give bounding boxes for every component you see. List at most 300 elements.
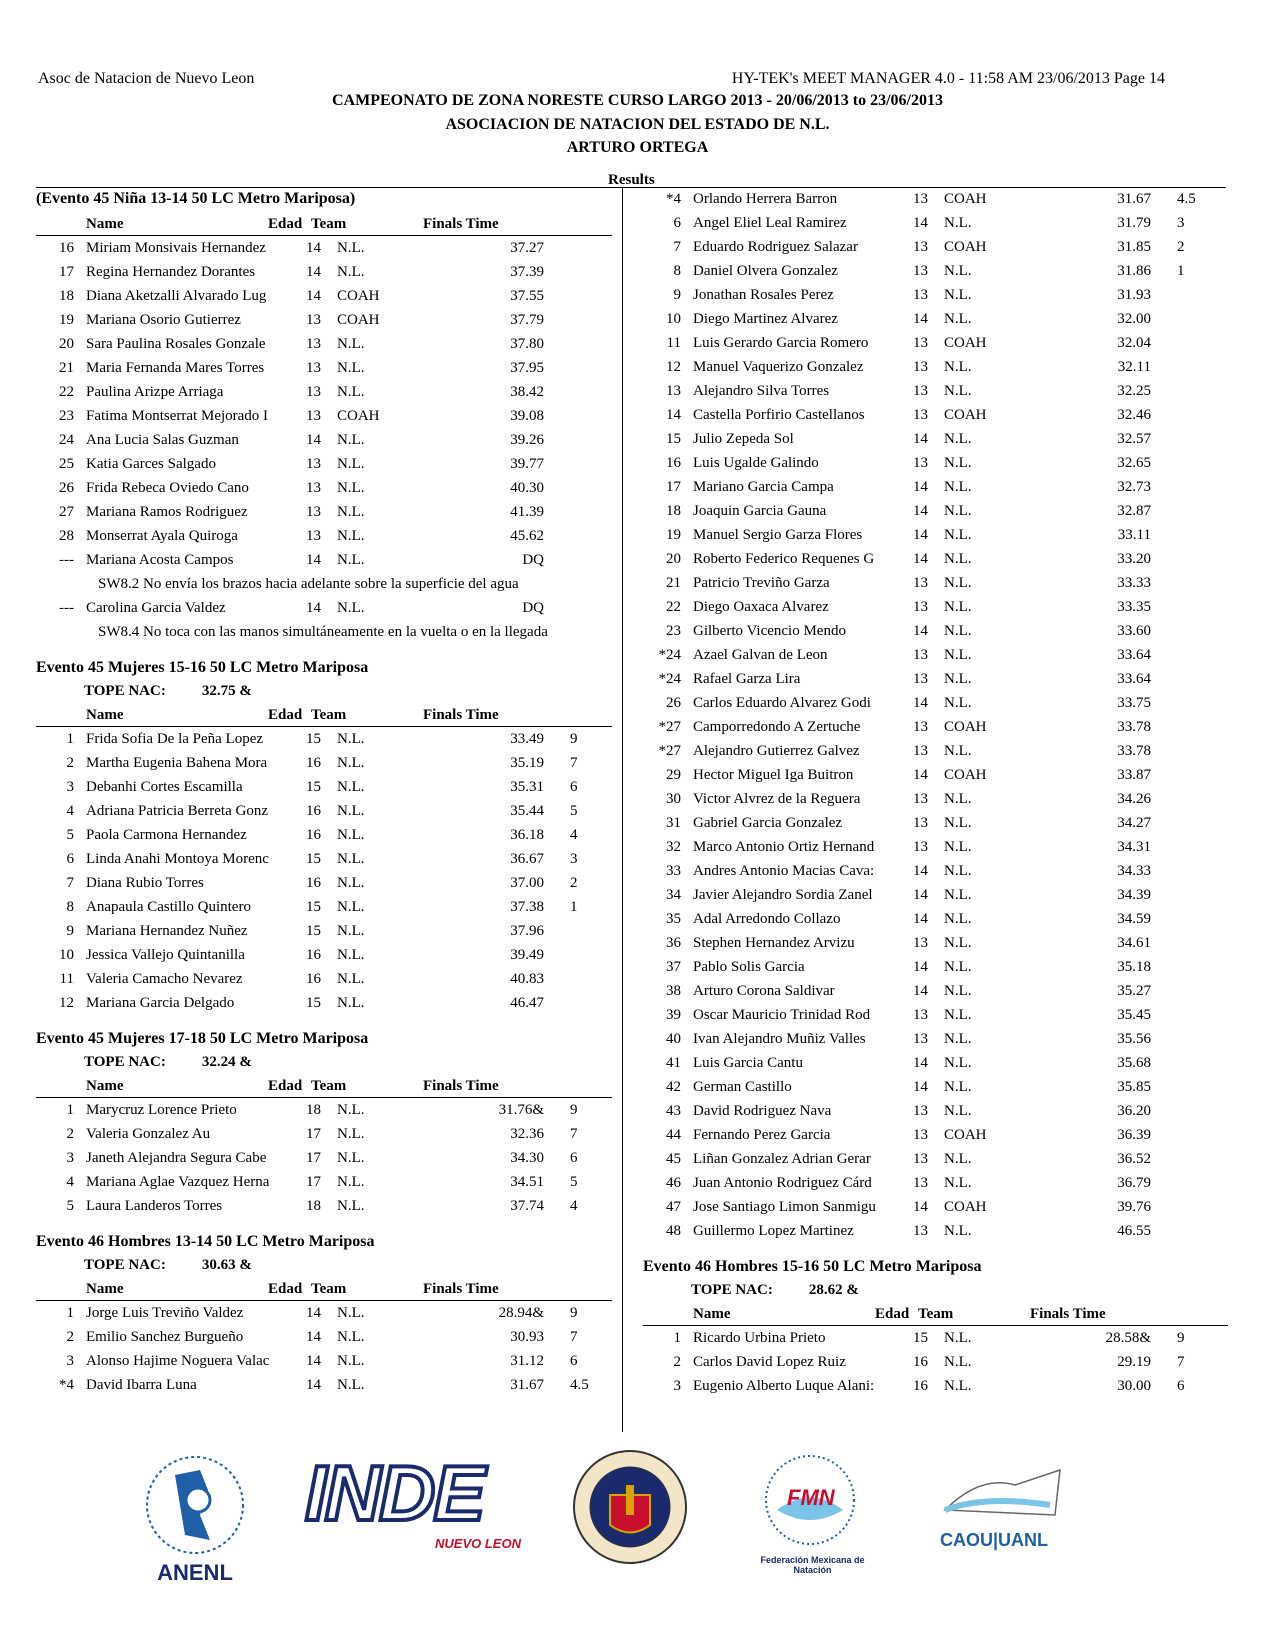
finals-time: 33.33: [1117, 575, 1151, 591]
place: 42: [666, 1079, 681, 1095]
place: 7: [66, 875, 74, 891]
swimmer-name: Paulina Arizpe Arriaga: [86, 384, 224, 400]
place: 8: [66, 899, 74, 915]
table-row: [643, 1219, 1228, 1243]
table-row: [643, 667, 1228, 691]
points: 1: [1177, 263, 1185, 279]
place: 43: [666, 1103, 681, 1119]
age: 13: [306, 528, 321, 544]
table-row: [36, 428, 612, 452]
swimmer-name: Oscar Mauricio Trinidad Rod: [693, 1007, 871, 1023]
table-row: [643, 763, 1228, 787]
age: 13: [913, 1007, 928, 1023]
team: N.L.: [944, 599, 972, 615]
swimmer-name: Fatima Montserrat Mejorado I: [86, 408, 269, 424]
age: 13: [913, 407, 928, 423]
team: N.L.: [337, 552, 365, 568]
team: N.L.: [944, 791, 972, 807]
swimmer-name: Ivan Alejandro Muñiz Valles: [693, 1031, 866, 1047]
team: N.L.: [944, 1079, 972, 1095]
table-row: [36, 919, 612, 943]
swimmer-name: Gilberto Vicencio Mendo: [693, 623, 846, 639]
finals-time: 32.36: [510, 1126, 544, 1142]
team: N.L.: [337, 947, 365, 963]
place: 28: [59, 528, 74, 544]
age: 13: [913, 359, 928, 375]
team: N.L.: [337, 731, 365, 747]
swimmer-name: Carlos Eduardo Alvarez Godi: [693, 695, 871, 711]
anenl-logo: [130, 1445, 260, 1585]
place: 38: [666, 983, 681, 999]
dq-note: SW8.4 No toca con las manos simultáneamente en la vuelta o en la llegada: [98, 624, 548, 640]
finals-time: 35.18: [1117, 959, 1151, 975]
team: N.L.: [337, 1102, 365, 1118]
table-row: [643, 979, 1228, 1003]
finals-time: 37.95: [510, 360, 544, 376]
points: 7: [570, 1126, 578, 1142]
place: 41: [666, 1055, 681, 1071]
place: 10: [666, 311, 681, 327]
age: 14: [913, 1199, 928, 1215]
team: N.L.: [337, 336, 365, 352]
table-row: [36, 751, 612, 775]
place: 39: [666, 1007, 681, 1023]
table-row: [36, 500, 612, 524]
finals-time: 40.83: [510, 971, 544, 987]
team: COAH: [944, 335, 987, 351]
finals-time: 34.51: [510, 1174, 544, 1190]
age: 14: [913, 215, 928, 231]
team: N.L.: [337, 1174, 365, 1190]
age: 13: [913, 263, 928, 279]
place: 11: [59, 971, 74, 987]
points: 5: [570, 1174, 578, 1190]
finals-time: 34.59: [1117, 911, 1151, 927]
age: 15: [306, 923, 321, 939]
result-list: [36, 236, 612, 548]
event-title: Evento 45 Mujeres 17-18 50 LC Metro Mariposa: [36, 1030, 369, 1047]
age: 13: [306, 336, 321, 352]
finals-time: 33.78: [1117, 719, 1151, 735]
association-title: ASOCIACION DE NATACION DEL ESTADO DE N.L.: [445, 116, 830, 133]
table-row: [36, 524, 612, 548]
fmn-caption: Federación Mexicana de Natación: [760, 1555, 865, 1575]
age: 13: [913, 455, 928, 471]
tope-value: 32.24 &: [201, 1054, 252, 1070]
swimmer-name: Mariana Osorio Gutierrez: [86, 312, 241, 328]
team: COAH: [944, 1199, 987, 1215]
swimmer-name: Emilio Sanchez Burgueño: [86, 1329, 244, 1345]
place: 36: [666, 935, 681, 951]
tope-label: TOPE NAC:: [84, 683, 166, 699]
place: 23: [666, 623, 681, 639]
place: 26: [666, 695, 681, 711]
col-age: Edad: [268, 1281, 303, 1297]
table-row: [36, 260, 612, 284]
age: 13: [913, 1103, 928, 1119]
age: 15: [306, 899, 321, 915]
swimmer-name: Angel Eliel Leal Ramirez: [693, 215, 847, 231]
column-header: [36, 702, 612, 727]
finals-time: 31.86: [1117, 263, 1151, 279]
anenl-text: ANENL: [157, 1560, 233, 1585]
place: 1: [66, 731, 74, 747]
finals-time: 32.04: [1117, 335, 1151, 351]
finals-time: 39.26: [510, 432, 544, 448]
swimmer-name: Mariana Acosta Campos: [86, 552, 234, 568]
finals-time: 41.39: [510, 504, 544, 520]
finals-time: 33.75: [1117, 695, 1151, 711]
table-row: [36, 284, 612, 308]
place: 17: [666, 479, 681, 495]
col-name: Name: [86, 216, 124, 232]
place: 23: [59, 408, 74, 424]
swimmer-name: Diana Rubio Torres: [86, 875, 204, 891]
finals-time: 30.93: [510, 1329, 544, 1345]
finals-time: 35.19: [510, 755, 544, 771]
points: 4.5: [1177, 191, 1196, 207]
team: N.L.: [944, 935, 972, 951]
table-row: [36, 871, 612, 895]
finals-time: 32.00: [1117, 311, 1151, 327]
col-age: Edad: [268, 707, 303, 723]
swimmer-name: Daniel Olvera Gonzalez: [693, 263, 838, 279]
table-row: [643, 403, 1228, 427]
place: 16: [666, 455, 681, 471]
place: 1: [66, 1305, 74, 1321]
team: N.L.: [944, 839, 972, 855]
points: 6: [570, 1353, 578, 1369]
age: 16: [306, 827, 321, 843]
team: COAH: [337, 312, 380, 328]
place: 12: [666, 359, 681, 375]
table-row: [643, 955, 1228, 979]
finals-time: 29.19: [1117, 1354, 1151, 1370]
place: 14: [666, 407, 681, 423]
team: N.L.: [337, 360, 365, 376]
place: 26: [59, 480, 74, 496]
meet-title: CAMPEONATO DE ZONA NORESTE CURSO LARGO 2013 - 20/06/2013 to 23/06/2013: [331, 92, 943, 109]
finals-time: 37.55: [510, 288, 544, 304]
age: 14: [306, 264, 321, 280]
table-row: [36, 775, 612, 799]
finals-time: 37.00: [510, 875, 544, 891]
place: 45: [666, 1151, 681, 1167]
finals-time: 34.30: [510, 1150, 544, 1166]
table-row: [36, 847, 612, 871]
age: 16: [913, 1354, 928, 1370]
place: 7: [673, 239, 681, 255]
finals-time: 34.61: [1117, 935, 1151, 951]
age: 14: [306, 1377, 321, 1393]
swimmer-name: Juan Antonio Rodriguez Cárd: [693, 1175, 872, 1191]
finals-time: 40.30: [510, 480, 544, 496]
swimmer-name: Janeth Alejandra Segura Cabe: [86, 1150, 267, 1166]
place: *24: [658, 671, 681, 687]
finals-time: 33.64: [1117, 671, 1151, 687]
team: N.L.: [944, 1223, 972, 1239]
place: 6: [66, 851, 74, 867]
team: N.L.: [944, 671, 972, 687]
place: 2: [66, 1126, 74, 1142]
finals-time: 35.31: [510, 779, 544, 795]
col-time: Finals Time: [423, 707, 499, 723]
table-row: [643, 835, 1228, 859]
swimmer-name: Gabriel Garcia Gonzalez: [693, 815, 843, 831]
swimmer-name: Carlos David Lopez Ruiz: [693, 1354, 846, 1370]
table-row: [36, 356, 612, 380]
age: 14: [306, 432, 321, 448]
team: N.L.: [944, 1031, 972, 1047]
team: N.L.: [944, 815, 972, 831]
col-age: Edad: [268, 1078, 303, 1094]
age: 15: [306, 995, 321, 1011]
swimmer-name: Maria Fernanda Mares Torres: [86, 360, 265, 376]
age: 18: [306, 1102, 321, 1118]
finals-time: 33.64: [1117, 647, 1151, 663]
place: 5: [66, 1198, 74, 1214]
points: 9: [570, 1305, 578, 1321]
place: *4: [666, 191, 681, 207]
finals-time: 28.94&: [498, 1305, 544, 1321]
inde-subtitle: NUEVO LEON: [435, 1536, 521, 1551]
place: 48: [666, 1223, 681, 1239]
finals-time: 31.67: [1117, 191, 1151, 207]
age: 13: [306, 504, 321, 520]
team: N.L.: [337, 1198, 365, 1214]
points: 9: [1177, 1330, 1185, 1346]
team: N.L.: [337, 456, 365, 472]
age: 13: [913, 743, 928, 759]
age: 13: [913, 791, 928, 807]
table-row: [643, 235, 1228, 259]
points: 7: [1177, 1354, 1185, 1370]
age: 14: [306, 240, 321, 256]
place: 4: [66, 803, 74, 819]
swimmer-name: Julio Zepeda Sol: [693, 431, 794, 447]
place: 21: [59, 360, 74, 376]
team: N.L.: [337, 923, 365, 939]
result-list: [643, 1326, 1228, 1398]
swimmer-name: Luis Gerardo Garcia Romero: [693, 335, 869, 351]
finals-time: 33.11: [1117, 527, 1151, 543]
event-title: Evento 45 Mujeres 15-16 50 LC Metro Mariposa: [36, 659, 369, 676]
col-team: Team: [311, 216, 347, 232]
age: 13: [913, 1151, 928, 1167]
col-age: Edad: [875, 1306, 910, 1322]
swimmer-name: Mariana Aglae Vazquez Herna: [86, 1174, 270, 1190]
place: 22: [666, 599, 681, 615]
column-header: [36, 211, 612, 236]
team: N.L.: [944, 695, 972, 711]
finals-time: 33.35: [1117, 599, 1151, 615]
team: N.L.: [944, 911, 972, 927]
place: ---: [59, 600, 74, 616]
age: 14: [306, 600, 321, 616]
age: 13: [306, 384, 321, 400]
finals-time: 35.85: [1117, 1079, 1151, 1095]
table-row: [643, 1099, 1228, 1123]
finals-time: 36.20: [1117, 1103, 1151, 1119]
col-name: Name: [86, 707, 124, 723]
team: N.L.: [944, 479, 972, 495]
age: 14: [913, 479, 928, 495]
finals-time: 34.26: [1117, 791, 1151, 807]
place: 3: [66, 1353, 74, 1369]
points: 3: [570, 851, 578, 867]
finals-time: 37.80: [510, 336, 544, 352]
finals-time: 45.62: [510, 528, 544, 544]
table-row: [643, 1350, 1228, 1374]
swimmer-name: Alejandro Gutierrez Galvez: [693, 743, 860, 759]
inde-text: INDE: [305, 1449, 484, 1537]
finals-time: 38.42: [510, 384, 544, 400]
table-row: [643, 907, 1228, 931]
team: N.L.: [944, 527, 972, 543]
place: 1: [673, 1330, 681, 1346]
venue-title: ARTURO ORTEGA: [566, 139, 709, 156]
table-row: [643, 1123, 1228, 1147]
results-label: Results: [608, 172, 655, 188]
place: 9: [673, 287, 681, 303]
col-team: Team: [311, 1078, 347, 1094]
table-row: [36, 548, 612, 572]
team: N.L.: [944, 623, 972, 639]
age: 13: [913, 1127, 928, 1143]
team: N.L.: [337, 803, 365, 819]
table-row: [36, 1194, 612, 1218]
place: ---: [59, 552, 74, 568]
table-row: [643, 259, 1228, 283]
age: 14: [913, 959, 928, 975]
fmn-logo: [745, 1450, 880, 1580]
table-row: [643, 1003, 1228, 1027]
points: 4.5: [570, 1377, 589, 1393]
swimmer-name: Ricardo Urbina Prieto: [693, 1330, 826, 1346]
team: N.L.: [944, 959, 972, 975]
uanl-logo: [570, 1445, 690, 1570]
age: 13: [306, 456, 321, 472]
team: N.L.: [337, 1329, 365, 1345]
place: 2: [673, 1354, 681, 1370]
table-row: [643, 1326, 1228, 1350]
swimmer-name: Sara Paulina Rosales Gonzale: [86, 336, 266, 352]
age: 14: [913, 863, 928, 879]
table-row: [36, 1301, 612, 1325]
column-divider: [622, 187, 623, 1432]
col-name: Name: [86, 1281, 124, 1297]
place: 16: [59, 240, 74, 256]
dq-note: SW8.2 No envía los brazos hacia adelante sobre la superficie del agua: [98, 576, 519, 592]
age: 13: [913, 383, 928, 399]
team: COAH: [944, 191, 987, 207]
col-name: Name: [693, 1306, 731, 1322]
swimmer-name: Adal Arredondo Collazo: [693, 911, 841, 927]
age: 17: [306, 1174, 321, 1190]
place: 15: [666, 431, 681, 447]
swimmer-name: Joaquin Garcia Gauna: [693, 503, 827, 519]
finals-time: 34.27: [1117, 815, 1151, 831]
age: 14: [913, 1079, 928, 1095]
points: 9: [570, 1102, 578, 1118]
table-row: [643, 1195, 1228, 1219]
swimmer-name: Linda Anahi Montoya Morenc: [86, 851, 269, 867]
swimmer-name: Eduardo Rodriguez Salazar: [693, 239, 858, 255]
team: N.L.: [337, 1126, 365, 1142]
finals-time: 33.20: [1117, 551, 1151, 567]
table-row: [643, 211, 1228, 235]
swimmer-name: Adriana Patricia Berreta Gonz: [86, 803, 268, 819]
points: 6: [1177, 1378, 1185, 1394]
table-row: [36, 943, 612, 967]
left-column: [36, 187, 612, 1397]
finals-time: 31.76&: [498, 1102, 544, 1118]
swimmer-name: Stephen Hernandez Arvizu: [693, 935, 855, 951]
age: 13: [913, 1223, 928, 1239]
age: 17: [306, 1150, 321, 1166]
team: N.L.: [944, 551, 972, 567]
tope-label: TOPE NAC:: [84, 1257, 166, 1273]
table-row: [36, 727, 612, 751]
table-row: [643, 859, 1228, 883]
col-name: Name: [86, 1078, 124, 1094]
table-row: [643, 307, 1228, 331]
finals-time: 30.00: [1117, 1378, 1151, 1394]
finals-time: 35.45: [1117, 1007, 1151, 1023]
place: 34: [666, 887, 681, 903]
table-row: [36, 1325, 612, 1349]
finals-time: 32.87: [1117, 503, 1151, 519]
age: 15: [913, 1330, 928, 1346]
place: 25: [59, 456, 74, 472]
place: *27: [658, 719, 681, 735]
team: N.L.: [337, 432, 365, 448]
table-row: [36, 476, 612, 500]
swimmer-name: Orlando Herrera Barron: [693, 191, 838, 207]
place: 44: [666, 1127, 681, 1143]
place: 4: [66, 1174, 74, 1190]
sponsor-logos: [0, 1445, 1275, 1585]
age: 14: [306, 1329, 321, 1345]
points: 4: [570, 1198, 578, 1214]
swimmer-name: Ana Lucia Salas Guzman: [86, 432, 239, 448]
finals-time: 31.85: [1117, 239, 1151, 255]
swimmer-name: Guillermo Lopez Martinez: [693, 1223, 854, 1239]
swimmer-name: Debanhi Cortes Escamilla: [86, 779, 243, 795]
col-team: Team: [311, 1281, 347, 1297]
place: *24: [658, 647, 681, 663]
team: N.L.: [944, 983, 972, 999]
swimmer-name: Valeria Gonzalez Au: [86, 1126, 211, 1142]
swimmer-name: Paola Carmona Hernandez: [86, 827, 247, 843]
finals-time: 35.27: [1117, 983, 1151, 999]
table-row: [643, 1027, 1228, 1051]
place: 21: [666, 575, 681, 591]
finals-time: 32.65: [1117, 455, 1151, 471]
age: 15: [306, 731, 321, 747]
points: 3: [1177, 215, 1185, 231]
place: 40: [666, 1031, 681, 1047]
age: 16: [913, 1378, 928, 1394]
swimmer-name: Fernando Perez Garcia: [693, 1127, 831, 1143]
header-software: HY-TEK's MEET MANAGER 4.0 - 11:58 AM 23/06/2013 Page 14: [731, 70, 1165, 87]
table-row: [643, 331, 1228, 355]
table-row: [643, 1374, 1228, 1398]
age: 14: [913, 911, 928, 927]
table-row: [36, 404, 612, 428]
finals-time: 37.96: [510, 923, 544, 939]
age: 14: [913, 623, 928, 639]
